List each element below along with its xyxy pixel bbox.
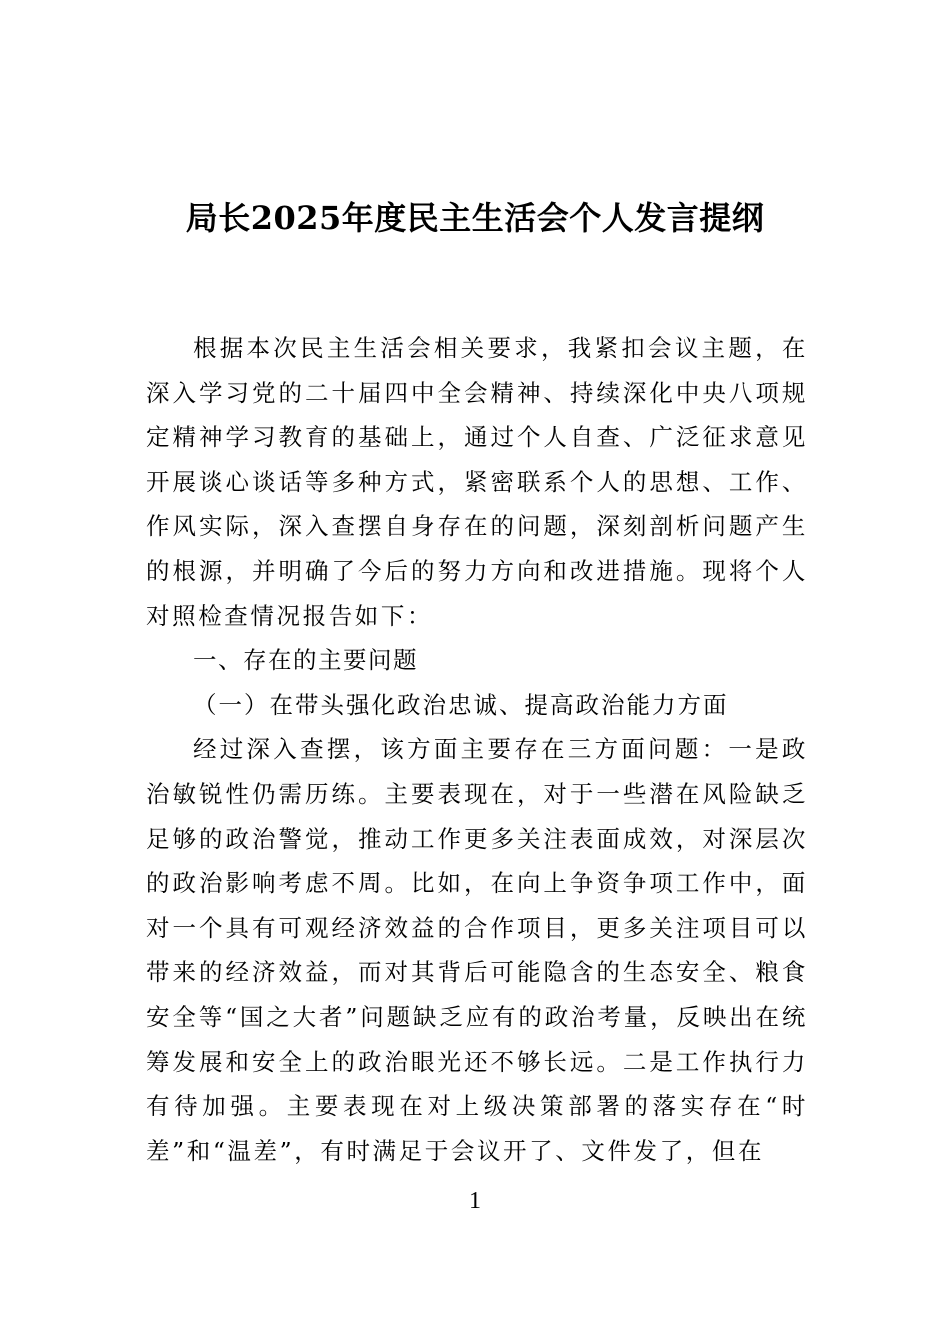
- document-title: 局长2025年度民主生活会个人发言提纲: [185, 199, 765, 237]
- document-body: [146, 326, 808, 1173]
- page-number: 1: [469, 1188, 481, 1214]
- section-heading: 一、存在的主要问题: [193, 646, 418, 675]
- intro-paragraph: 根据本次民主生活会相关要求，我紧扣会议主题，在深入学习党的二十届四中全会精神、持续深化中央八项规定精神学习教育的基础上，通过个人自查、广泛征求意见开展谈心谈话等多种方式，紧密联系个人的思想、工作、作风实际，深入查摆自身存在的问题，深刻剖析问题产生的根源，并明确了今后的努力方向和改进措施。现将个人对照检查情况报告如下：: [146, 334, 808, 630]
- body-paragraph: 经过深入查摆，该方面主要存在三方面问题：一是政治敏锐性仍需历练。主要表现在，对于一些潜在风险缺乏足够的政治警觉，推动工作更多关注表面成效，对深层次的政治影响考虑不周。比如，在向上争资争项工作中，面对一个具有可观经济效益的合作项目，更多关注项目可以带来的经济效益，而对其背后可能隐含的生态安全、粮食安全等“国之大者”问题缺乏应有的政治考量，反映出在统筹发展和安全上的政治眼光还不够长远。二是工作执行力有待加强。主要表现在对上级决策部署的落实存在“时差”和“温差”，有时满足于会议开了、文件发了，但在: [146, 735, 808, 1165]
- subsection-heading: （一）在带头强化政治忠诚、提高政治能力方面: [193, 690, 729, 719]
